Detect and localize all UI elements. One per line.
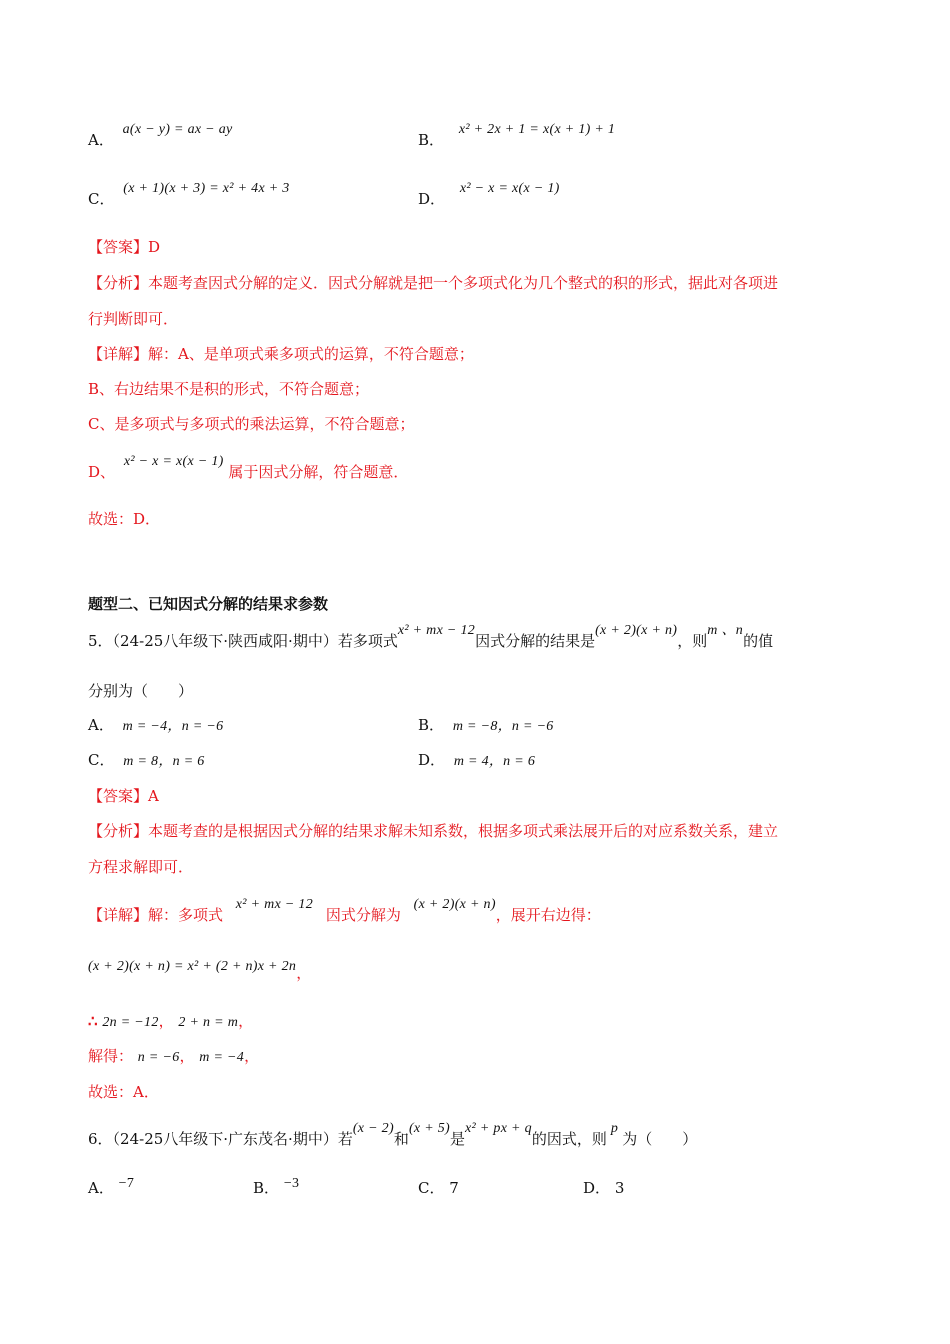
q4-analysis-line2: 行判断即可． [88,310,179,328]
option-expression: a(x − y) = ax − ay [122,122,233,137]
option-label: C． [88,751,115,769]
option-expression: x² + 2x + 1 = x(x + 1) + 1 [458,122,616,137]
option-label: B． [418,131,445,149]
q4-option-d [418,181,560,211]
q6-tail2: 为（ ） [622,1130,698,1148]
q6-p: p [610,1121,619,1136]
question-source: （24-25八年级下·广东茂名·期中）若 [112,1130,353,1148]
option-expression: x² − x = x(x − 1) [459,181,560,196]
detail-polynomial: x² + mx − 12 [235,897,314,912]
q5-analysis-line2: 方程求解即可． [88,858,194,876]
q6-factor1: (x − 2) [352,1121,394,1136]
detail-prefix: 【详解】解：多项式 [88,906,224,924]
expand-equation: (x + 2)(x + n) = x² + (2 + n)x + 2n [88,959,297,974]
q4-choose: 故选：D． [88,510,161,528]
q6-and: 和 [393,1130,409,1148]
option-label: B． [418,716,445,734]
q5-stem-line1 [88,623,774,653]
option-label: C． [418,1179,445,1197]
solve-eq2: m = −4 [199,1050,245,1065]
option-value: 3 [614,1179,625,1197]
q5-option-b [418,715,554,737]
option-label: C． [88,190,115,208]
q5-factor-result: (x + 2)(x + n) [595,623,678,638]
option-value: 7 [449,1179,459,1197]
expand-comma: ， [296,964,312,982]
q4-detail-line3: C、是多项式与多项式的乘法运算，不符合题意； [88,415,415,433]
q5-choose: 故选：A． [88,1083,159,1101]
detail-mid: 因式分解为 [325,906,401,924]
therefore-eq2: 2 + n = m [178,1015,239,1030]
q5-therefore-line: ∴ 2n = −12， 2 + n = m， [88,1012,254,1030]
q4-option-b [418,122,616,152]
q6-factor2: (x + 5) [408,1121,451,1136]
detail-factor: (x + 2)(x + n) [413,897,496,912]
question-number: 5． [88,632,113,650]
option-expression: m = 8，n = 6 [123,754,205,769]
solve-label: 解得： [88,1047,134,1065]
option-value: −3 [283,1176,300,1191]
detail-expression: x² − x = x(x − 1) [123,454,224,469]
detail-suffix: ，展开右边得： [495,906,601,924]
q5-detail-line [88,897,601,927]
section-title: 题型二、已知因式分解的结果求参数 [88,595,329,613]
q5-then-text: ，则 [677,632,708,650]
q6-option-d [583,1178,624,1198]
therefore-symbol: ∴ [88,1012,98,1030]
detail-prefix: D、 [88,463,116,481]
option-label: D． [583,1179,611,1197]
question-source: （24-25八年级下·陕西咸阳·期中）若多项式 [112,632,398,650]
q5-answer: 【答案】A [88,787,159,805]
q5-mid-text: 因式分解的结果是 [475,632,596,650]
q4-answer: 【答案】D [88,238,161,256]
option-value: −7 [118,1176,135,1191]
q6-option-c [418,1178,459,1198]
q5-analysis-line1: 【分析】本题考查的是根据因式分解的结果求解未知系数，根据多项式乘法展开后的对应系数关系，建立 [88,822,779,840]
q5-polynomial: x² + mx − 12 [397,623,476,638]
q4-option-c [88,181,290,211]
option-label: B． [253,1179,280,1197]
question-number: 6． [88,1130,113,1148]
option-label: D． [418,751,446,769]
option-expression: (x + 1)(x + 3) = x² + 4x + 3 [123,181,290,196]
option-label: A． [88,1179,114,1197]
q6-option-a [88,1178,134,1200]
q6-polynomial: x² + px + q [465,1121,532,1136]
q6-is: 是 [450,1130,466,1148]
q5-vars: m 、n [707,623,744,638]
q5-tail-text: 的值 [743,632,774,650]
option-expression: m = −4，n = −6 [122,719,224,734]
option-label: A． [88,131,114,149]
q4-option-a [88,122,233,152]
q4-analysis-line1: 【分析】本题考查因式分解的定义．因式分解就是把一个多项式化为几个整式的积的形式，据此对各项进 [88,274,779,292]
option-expression: m = 4，n = 6 [453,754,536,769]
q6-stem [88,1121,698,1151]
q5-option-d [418,750,535,772]
q6-tail: 的因式，则 [531,1130,607,1148]
option-label: A． [88,716,114,734]
q6-option-b [253,1178,299,1200]
option-label: D． [418,190,446,208]
q4-detail-line2: B、右边结果不是积的形式，不符合题意； [88,380,370,398]
solve-eq1: n = −6 [137,1050,180,1065]
therefore-eq1: 2n = −12 [102,1015,159,1030]
q5-option-a [88,715,223,737]
q5-stem-line2: 分别为（ ） [88,682,194,700]
q4-detail-line4 [88,454,409,484]
detail-suffix: 属于因式分解，符合题意． [228,463,409,481]
q5-solve-line: 解得： n = −6， m = −4， [88,1047,260,1065]
q4-detail-line1: 【详解】解：A、是单项式乘多项式的运算，不符合题意； [88,345,474,363]
q5-expand-line [88,955,312,982]
option-expression: m = −8，n = −6 [452,719,554,734]
q5-option-c [88,750,205,772]
